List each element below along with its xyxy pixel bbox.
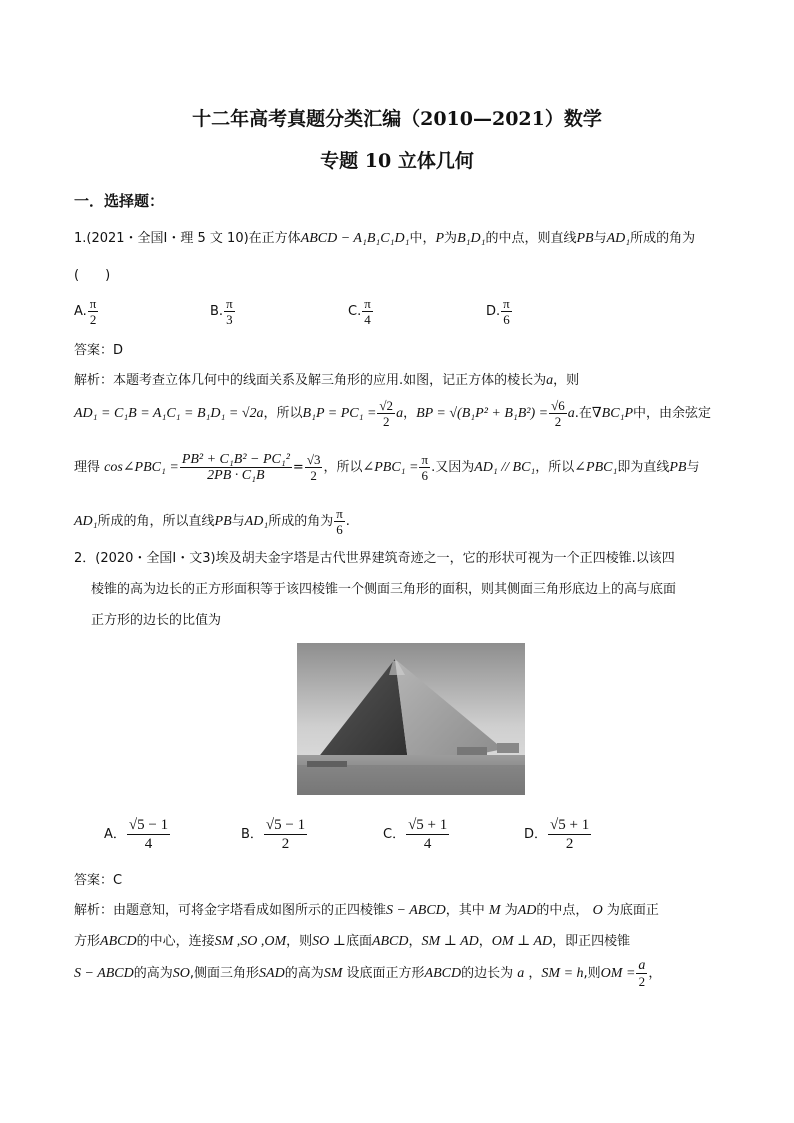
q2-option-b: B． $\frac{√5 - 1}{2}$ xyxy=(241,817,306,852)
q2-option-a: A． $\frac{√5 - 1}{4}$ xyxy=(104,817,169,852)
q2-explanation-line3: S − ABCD的高为SO,侧面三角形SAD的高为SM 设底面正方形ABCD的边长为 a ，SM = h,则OM = $\frac{a}{2}$ ， xyxy=(74,958,662,989)
q2-option-d: D． $\frac{√5 + 1}{2}$ xyxy=(524,817,590,852)
q2-option-c: C． $\frac{√5 + 1}{4}$ xyxy=(383,817,448,852)
q1-option-c: C. $\frac{\pi}{4}$ xyxy=(348,296,371,327)
q2-explanation-line2: 方形ABCD的中心，连接SM ,SO ,OM，则SO ⊥底面ABCD，SM ⊥ AD，OM ⊥ AD，即正四棱锥 xyxy=(74,934,631,949)
q2-answer: 答案：C xyxy=(74,873,123,888)
q1-explanation-line3: 理得 cos∠PBC₁ = $\frac{\text{PB² + C₁B² − PC₁²}}{\text{2PB · C₁B}}$ = $\frac{√3}{2}$ ，所以∠PBC₁ = $\frac{\pi}{6}$ .又因为AD₁ // BC₁，所以∠PBC₁即为直线PB与 xyxy=(74,452,700,483)
q2-stem-line1: 2．(2020・全国Ⅰ・文3)埃及胡夫金字塔是古代世界建筑奇迹之一，它的形状可视为一个正四棱锥.以该四 xyxy=(74,551,675,566)
q1-paren: ( ) xyxy=(74,268,111,283)
q1-stem: 1.(2021・全国Ⅰ・理 5 文 10)在正方体ABCD − A₁B₁C₁D₁中，P为B₁D₁的中点，则直线PB与AD₁所成的角为 xyxy=(74,231,696,246)
q1-explanation-line1: 解析：本题考查立体几何中的线面关系及解三角形的应用.如图，记正方体的棱长为a，则 xyxy=(74,373,580,388)
q1-option-d: D. $\frac{\pi}{6}$ xyxy=(486,296,510,327)
section-heading: 一．选择题： xyxy=(74,192,165,210)
q1-explanation-line4: AD₁所成的角，所以直线PB与AD₁所成的角为 $\frac{\pi}{6}$ . xyxy=(74,506,350,537)
pyramid-illustration xyxy=(297,643,525,795)
q2-stem-line2: 棱锥的高为边长的正方形面积等于该四棱锥一个侧面三角形的面积，则其侧面三角形底边上的高与底面 xyxy=(91,582,677,597)
q1-explanation-line2: AD₁ = C₁B = A₁C₁ = B₁D₁ = √2a，所以B₁P = PC₁ = $\frac{√2}{2}$ a，BP = √(B₁P² + B₁B²) = $\frac{√6}{2}$ a.在∇BC₁P中，由余弦定 xyxy=(74,398,712,429)
q1-option-a: A. $\frac{\pi}{2}$ xyxy=(74,296,97,327)
q1-answer: 答案：D xyxy=(74,343,124,358)
q1-option-b: B. $\frac{\pi}{3}$ xyxy=(210,296,233,327)
pyramid-photo xyxy=(297,643,525,795)
document-title: 十二年高考真题分类汇编（2010—2021）数学 xyxy=(192,108,602,130)
q2-stem-line3: 正方形的边长的比值为 xyxy=(91,613,222,628)
document-subtitle: 专题 10 立体几何 xyxy=(320,150,474,172)
q2-explanation-line1: 解析：由题意知，可将金字塔看成如图所示的正四棱锥S − ABCD，其中 M 为AD的中点， O 为底面正 xyxy=(74,903,659,918)
